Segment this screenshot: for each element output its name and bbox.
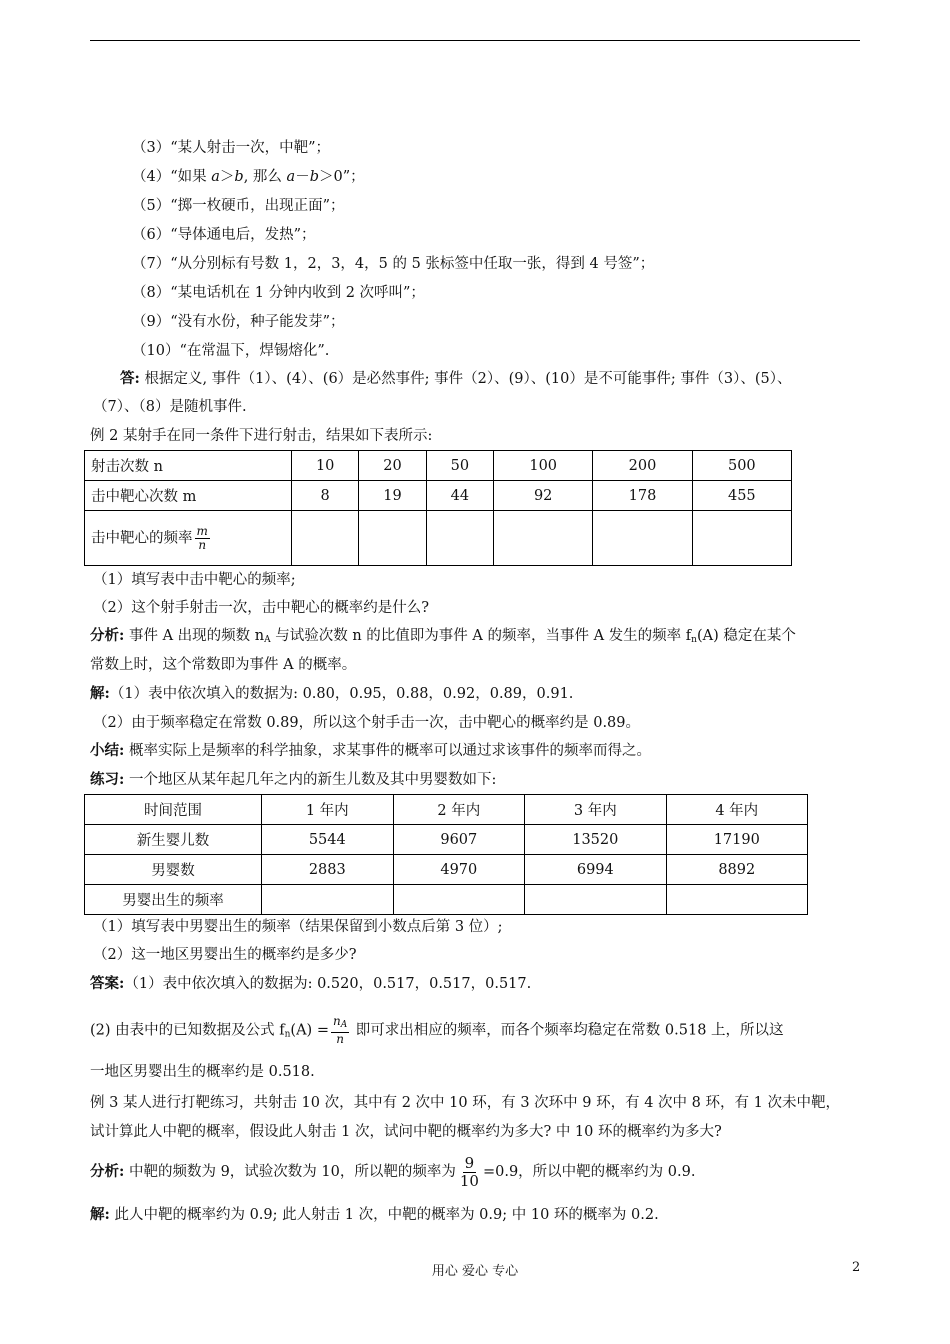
item-3: （3）“某人射击一次，中靶”； xyxy=(132,140,331,156)
table1-empty-cell xyxy=(292,511,359,566)
table1-cell: 8 xyxy=(292,481,359,511)
table1-empty-cell xyxy=(426,511,493,566)
n-a-over-n-fraction: $\frac{n_A}{n}$ xyxy=(332,1014,348,1046)
table2-cell: 2883 xyxy=(262,855,394,885)
item-9: （9）“没有水份，种子能发芽”； xyxy=(132,314,345,330)
table1-cell: 455 xyxy=(692,481,791,511)
table2-header-cell: 4 年内 xyxy=(666,795,807,825)
table2-header-cell: 2 年内 xyxy=(393,795,525,825)
question-1: （1）填写表中击中靶心的频率; xyxy=(93,572,296,588)
m-over-n-fraction: $\frac{m}{n}$ xyxy=(196,523,208,552)
table2-cell: 6994 xyxy=(525,855,666,885)
table2-empty-cell xyxy=(262,885,394,915)
page-footer: 用心 爱心 专心 xyxy=(431,1264,519,1279)
table1-cell: 20 xyxy=(359,451,426,481)
shooting-table xyxy=(84,450,792,566)
item-4: （4）“如果 a＞b, 那么 a－b＞0”； xyxy=(132,169,365,185)
answer-2: (2) 由表中的已知数据及公式 $f_n(A)$ = $\frac{n_A}{n}$ 即可求出相应的频率，而各个频率均稳定在常数 0.518 上，所以这 xyxy=(90,1014,784,1046)
table1-cell: 178 xyxy=(593,481,692,511)
table2-row2-label: 男婴数 xyxy=(85,855,262,885)
table1-cell: 200 xyxy=(593,451,692,481)
solution-2: （2）由于频率稳定在常数 0.89，所以这个射手击一次，击中靶心的概率约是 0.89。 xyxy=(93,715,641,731)
birth-table xyxy=(84,794,808,915)
table2-header-cell: 时间范围 xyxy=(85,795,262,825)
analysis-paragraph: 分析: 事件 A 出现的频数 $n_A$ 与试验次数 n 的比值即为事件 A 的频率，当事件 A 发生的频率 $f_n(A)$ 稳定在某个 xyxy=(90,627,796,645)
analysis-3: 分析: 中靶的频数为 9，试验次数为 10，所以靶的频率为 $\frac{9}{10}$ =0.9，所以中靶的概率约为 0.9. xyxy=(90,1153,696,1190)
answer-1: 答案:（1）表中依次填入的数据为: 0.520，0.517，0.517，0.517. xyxy=(90,975,532,992)
table1-cell: 50 xyxy=(426,451,493,481)
header-rule xyxy=(90,40,860,41)
table1-empty-cell xyxy=(359,511,426,566)
table1-cell: 500 xyxy=(692,451,791,481)
table1-empty-cell xyxy=(494,511,593,566)
table1-empty-cell xyxy=(692,511,791,566)
item-7: （7）“从分别标有号数 1，2，3，4，5 的 5 张标签中任取一张，得到 4 号签”； xyxy=(132,256,655,272)
solution-3: 解: 此人中靶的概率约为 0.9; 此人射击 1 次，中靶的概率为 0.9; 中 10 环的概率为 0.2. xyxy=(90,1206,659,1223)
table2-header-cell: 3 年内 xyxy=(525,795,666,825)
example-3-line2: 试计算此人中靶的概率，假设此人射击 1 次，试问中靶的概率约为多大? 中 10 环的概率约为多大? xyxy=(90,1124,722,1140)
table1-cell: 100 xyxy=(494,451,593,481)
example-3-line1: 例 3 某人进行打靶练习，共射击 10 次，其中有 2 次中 10 环，有 3 次环中 9 环，有 4 次中 8 环，有 1 次未中靶， xyxy=(90,1095,840,1111)
answer-2-cont: 一地区男婴出生的概率约是 0.518. xyxy=(90,1064,315,1080)
answer-paragraph: 答: 根据定义, 事件（1）、(4）、(6）是必然事件; 事件（2）、(9）、(10）是不可能事件; 事件（3）、(5）、 xyxy=(120,370,792,387)
practice-question-1: （1）填写表中男婴出生的频率（结果保留到小数点后第 3 位）; xyxy=(93,919,503,935)
question-2: （2）这个射手射击一次，击中靶心的概率约是什么? xyxy=(93,600,429,616)
analysis-paragraph-cont: 常数上时，这个常数即为事件 A 的概率。 xyxy=(90,657,357,673)
table1-cell: 10 xyxy=(292,451,359,481)
page-number: 2 xyxy=(852,1260,861,1275)
table2-empty-cell xyxy=(393,885,525,915)
answer-paragraph-cont: （7）、（8）是随机事件. xyxy=(93,399,247,415)
table1-cell: 92 xyxy=(494,481,593,511)
item-6: （6）“导体通电后，发热”； xyxy=(132,227,316,243)
practice-title: 练习: 一个地区从某年起几年之内的新生儿数及其中男婴数如下: xyxy=(90,771,497,788)
item-5: （5）“掷一枚硬币，出现正面”； xyxy=(132,198,345,214)
table2-cell: 9607 xyxy=(393,825,525,855)
item-10: （10）“在常温下，焊锡熔化”. xyxy=(132,343,330,359)
table1-row3-label: 击中靶心的频率 $\frac{m}{n}$ xyxy=(85,511,292,566)
table2-cell: 4970 xyxy=(393,855,525,885)
table2-header-cell: 1 年内 xyxy=(262,795,394,825)
item-8: （8）“某电话机在 1 分钟内收到 2 次呼叫”； xyxy=(132,285,425,301)
nine-over-ten-fraction: $\frac{9}{10}$ xyxy=(459,1153,479,1190)
table1-cell: 44 xyxy=(426,481,493,511)
table2-empty-cell xyxy=(666,885,807,915)
table2-cell: 8892 xyxy=(666,855,807,885)
summary: 小结: 概率实际上是频率的科学抽象，求某事件的概率可以通过求该事件的频率而得之。 xyxy=(90,742,651,759)
solution-1: 解:（1）表中依次填入的数据为: 0.80，0.95，0.88，0.92，0.89，0.91. xyxy=(90,685,574,702)
table2-empty-cell xyxy=(525,885,666,915)
example-2-title: 例 2 某射手在同一条件下进行射击，结果如下表所示: xyxy=(90,428,433,444)
table2-row1-label: 新生婴儿数 xyxy=(85,825,262,855)
table2-cell: 13520 xyxy=(525,825,666,855)
table2-cell: 17190 xyxy=(666,825,807,855)
table2-row3-label: 男婴出生的频率 xyxy=(85,885,262,915)
table1-cell: 19 xyxy=(359,481,426,511)
table1-empty-cell xyxy=(593,511,692,566)
table2-cell: 5544 xyxy=(262,825,394,855)
table1-row2-label: 击中靶心次数 m xyxy=(85,481,292,511)
table1-row1-label: 射击次数 n xyxy=(85,451,292,481)
practice-question-2: （2）这一地区男婴出生的概率约是多少? xyxy=(93,947,357,963)
